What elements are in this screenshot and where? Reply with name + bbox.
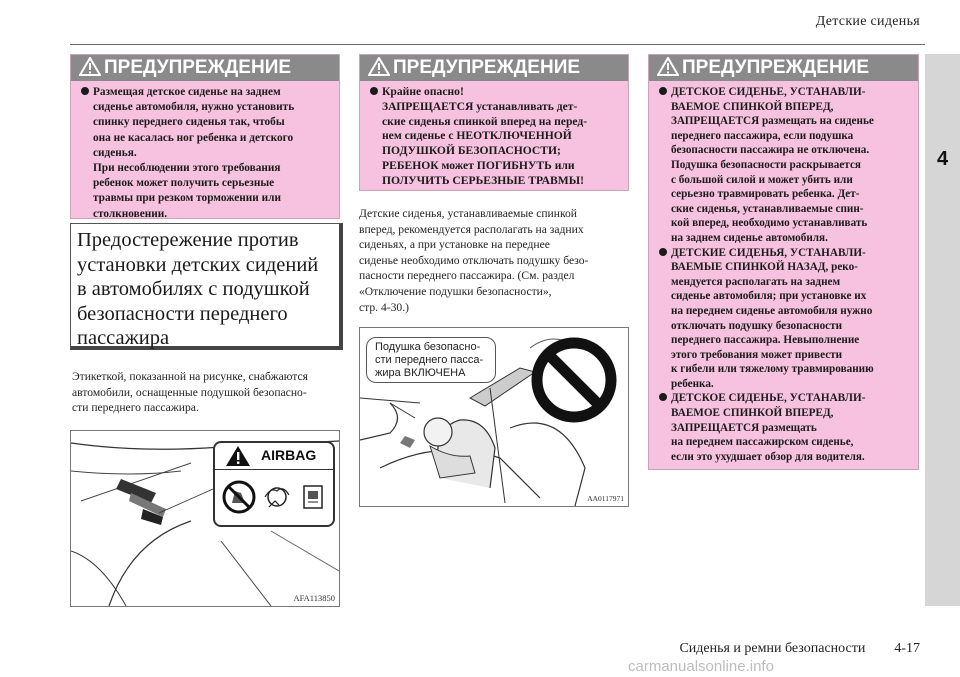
warning-title: ПРЕДУПРЕЖДЕНИЕ bbox=[682, 57, 870, 78]
child-seat-prohibited-icon bbox=[221, 479, 257, 515]
figure-code: AFA113850 bbox=[293, 593, 335, 603]
bullet-icon bbox=[659, 87, 667, 95]
airbag-callout: Подушка безопасно- сти переднего пасса- жира ВКЛЮЧЕНА bbox=[366, 337, 496, 383]
footer-section: Сиденья и ремни безопасности bbox=[679, 641, 866, 656]
forward-seat-paragraph: Детские сиденья, устанавливаемые спинкой вперед, рекомендуется располагать на задних сиденьях, а при установке на переднее сиденье необходимо отключать подушку безо- пасности переднего пассажира. (См. раздел «Отключение подушки безопасности», стр. 4-30.) bbox=[359, 207, 589, 314]
warning-header bbox=[649, 55, 918, 81]
warning-text: Крайне опасно! ЗАПРЕЩАЕТСЯ устанавливать дет- ские сиденья спинкой вперед на перед- нем сиденье с НЕОТКЛЮЧЕННОЙ ПОДУШКОЙ БЕЗОПАСНОСТИ; РЕБЕНОК может ПОГИБНУТЬ или ПОЛУЧИТЬ СЕРЬЕЗНЫЕ ТРАВМЫ! bbox=[368, 85, 622, 189]
airbag-warning-label bbox=[213, 441, 335, 527]
page-footer bbox=[679, 641, 920, 657]
airbag-label-text: AIRBAG bbox=[261, 447, 317, 463]
bullet-icon bbox=[659, 393, 667, 401]
warning-box-seat-orientation bbox=[648, 54, 919, 470]
section-title: Предостережение против установки детских сидений в автомобилях с подушкой безопасности переднего пассажира bbox=[77, 229, 319, 349]
warning-title: ПРЕДУПРЕЖДЕНИЕ bbox=[393, 57, 581, 78]
airbag-on-child-seat-figure bbox=[359, 327, 629, 507]
warning-header bbox=[71, 55, 339, 81]
warning-text: Размещая детское сиденье на заднем сиденье автомобиля, нужно установить спинку переднего сиденья так, чтобы она не касалась ног ребенка и детского сиденья. При несоблюдении этого требования ребенок может получить серьезные травмы при резком торможении или столкновении. bbox=[79, 85, 333, 222]
warning-triangle-icon bbox=[368, 57, 390, 76]
bullet-icon bbox=[659, 248, 667, 256]
label-description-paragraph: Этикеткой, показанной на рисунке, снабжаются автомобили, оснащенные подушкой безопасно- сти переднего пассажира. bbox=[72, 370, 308, 415]
chapter-side-tab bbox=[925, 54, 960, 606]
figure-code: AA0117971 bbox=[587, 494, 624, 503]
warning-box-extreme-danger bbox=[359, 54, 629, 191]
airbag-label-top bbox=[215, 443, 333, 470]
bullet-icon bbox=[370, 87, 378, 95]
warning-triangle-icon bbox=[79, 57, 101, 76]
header-divider bbox=[70, 44, 925, 45]
manual-book-icon bbox=[301, 483, 325, 511]
airbag-deploy-icon bbox=[261, 481, 293, 513]
warning-text: ДЕТСКОЕ СИДЕНЬЕ, УСТАНАВЛИ- ВАЕМОЕ СПИНКОЙ ВПЕРЕД, ЗАПРЕЩАЕТСЯ размещать на сиденье переднего пассажира, если подушка безопасности пассажира не отключена. Подушка безопасности раскрывается с большой силой и может убить или серьезно травмировать ребенка. Дет- ские сиденья, устанавливаемые спин- кой вперед, необходимо устанавливать на заднем сиденье автомобиля. ДЕТСКИЕ СИДЕНЬЯ, УСТАНАВЛИ- ВАЕМЫЕ СПИНКОЙ НАЗАД, реко- мендуется располагать на заднем сиденье автомобиля; при установке их на переднем сиденье автомобиля нужно отключать подушку безопасности переднего пассажира. Невыполнение этого требования может привести к гибели или тяжелому травмированию ребенка. ДЕТСКОЕ СИДЕНЬЕ, УСТАНАВЛИ- ВАЕМОЕ СПИНКОЙ ВПЕРЕД, ЗАПРЕЩАЕТСЯ размещать на переднем пассажирском сиденье, если это ухудшает обзор для водителя. bbox=[657, 85, 912, 464]
page-number: 4-17 bbox=[894, 641, 920, 656]
prohibited-sign-icon bbox=[530, 336, 618, 424]
warning-triangle-icon bbox=[657, 57, 679, 76]
warning-box-seat-position bbox=[70, 54, 340, 219]
page-header-title: Детские сиденья bbox=[815, 14, 920, 29]
warning-title: ПРЕДУПРЕЖДЕНИЕ bbox=[104, 57, 292, 78]
chapter-number: 4 bbox=[936, 148, 949, 170]
section-heading-box bbox=[70, 223, 343, 350]
watermark: carmanualsonline.info bbox=[628, 658, 774, 675]
airbag-label-figure bbox=[70, 430, 340, 607]
warning-triangle-icon bbox=[225, 445, 251, 467]
bullet-icon bbox=[81, 87, 89, 95]
warning-header bbox=[360, 55, 628, 81]
